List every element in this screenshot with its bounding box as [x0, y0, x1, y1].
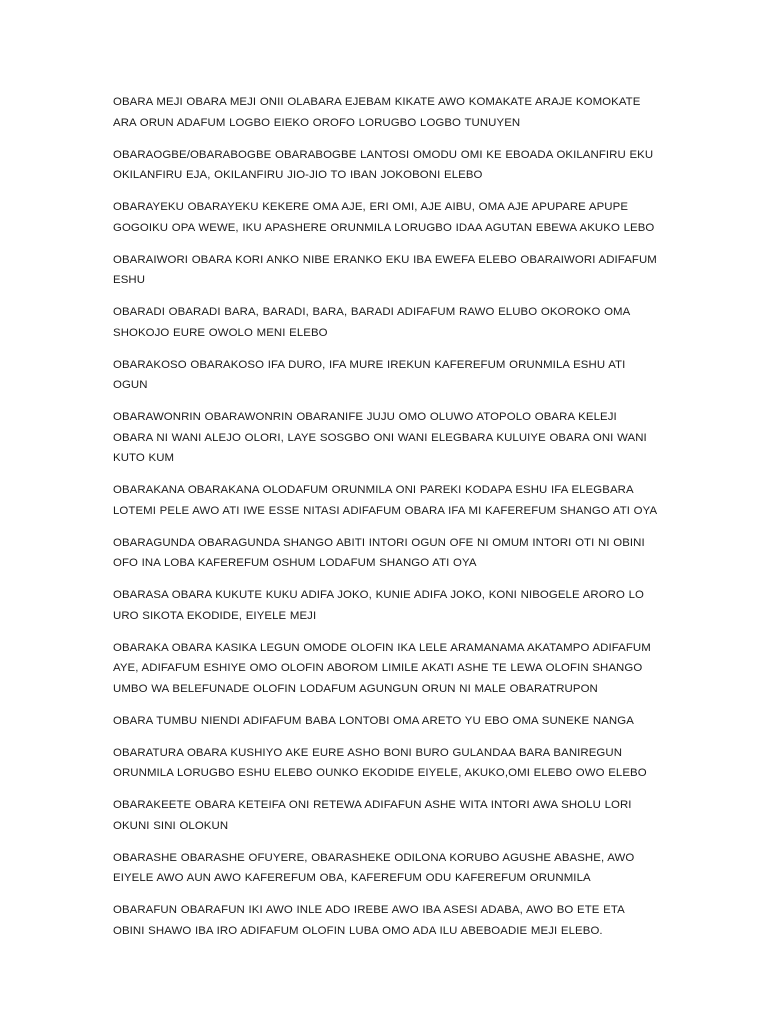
paragraph-obaraiwori: OBARAIWORI OBARA KORI ANKO NIBE ERANKO EKU IBA EWEFA ELEBO OBARAIWORI ADIFAFUM ESHU — [113, 253, 657, 286]
paragraph-obarakeete: OBARAKEETE OBARA KETEIFA ONI RETEWA ADIFAFUN ASHE WITA INTORI AWA SHOLU LORI OKUNI SINI OLOKUN — [113, 799, 632, 832]
paragraph-obarakana: OBARAKANA OBARAKANA OLODAFUM ORUNMILA ONI PAREKI KODAPA ESHU IFA ELEGBARA LOTEMI PELE AWO ATI IWE ESSE NITASI ADIFAFUM OBARA IFA MI KAFEREFUM SHANGO ATI OYA — [113, 484, 658, 517]
paragraph-obarayeku: OBARAYEKU OBARAYEKU KEKERE OMA AJE, ERI OMI, AJE AIBU, OMA AJE APUPARE APUPE GOGOIKU OPA WEWE, IKU APASHERE ORUNMILA LORUGBO IDAA AGUTAN EBEWA AKUKO LEBO — [113, 201, 655, 234]
paragraph-obaragunda: OBARAGUNDA OBARAGUNDA SHANGO ABITI INTORI OGUN OFE NI OMUM INTORI OTI NI OBINI OFO INA LOBA KAFEREFUM OSHUM LODAFUM SHANGO ATI OYA — [113, 536, 645, 569]
paragraph-obaradi: OBARADI OBARADI BARA, BARADI, BARA, BARADI ADIFAFUM RAWO ELUBO OKOROKO OMA SHOKOJO EURE OWOLO MENI ELEBO — [113, 306, 630, 339]
paragraph-obarakoso: OBARAKOSO OBARAKOSO IFA DURO, IFA MURE IREKUN KAFEREFUM ORUNMILA ESHU ATI OGUN — [113, 358, 626, 391]
paragraph-obarawonrin: OBARAWONRIN OBARAWONRIN OBARANIFE JUJU OMO OLUWO ATOPOLO OBARA KELEJI OBARA NI WANI ALEJO OLORI, LAYE SOSGBO ONI WANI ELEGBARA KULUIYE OBARA ONI WANI KUTO KUM — [113, 411, 647, 464]
paragraph-obaraogbe: OBARAOGBE/OBARABOGBE OBARABOGBE LANTOSI OMODU OMI KE EBOADA OKILANFIRU EKU OKILANFIRU EJA, OKILANFIRU JIO-JIO TO IBAN JOKOBONI ELEBO — [113, 148, 654, 181]
paragraph-obarashe: OBARASHE OBARASHE OFUYERE, OBARASHEKE ODILONA KORUBO AGUSHE ABASHE, AWO EIYELE AWO AUN AWO KAFEREFUM OBA, KAFEREFUM ODU KAFEREFUM ORUNMILA — [113, 851, 635, 884]
paragraph-obara-tumbu: OBARA TUMBU NIENDI ADIFAFUM BABA LONTOBI OMA ARETO YU EBO OMA SUNEKE NANGA — [113, 714, 634, 727]
document-body — [113, 92, 658, 953]
paragraph-obarafun: OBARAFUN OBARAFUN IKI AWO INLE ADO IREBE AWO IBA ASESI ADABA, AWO BO ETE ETA OBINI SHAWO IBA IRO ADIFAFUM OLOFIN LUBA OMO ADA ILU ABEBOADIE MEJI ELEBO. — [113, 904, 625, 937]
paragraph-obara-meji: OBARA MEJI OBARA MEJI ONII OLABARA EJEBAM KIKATE AWO KOMAKATE ARAJE KOMOKATE ARA ORUN ADAFUM LOGBO EIEKO OROFO LORUGBO LOGBO TUNUYEN — [113, 96, 641, 129]
paragraph-obaraka: OBARAKA OBARA KASIKA LEGUN OMODE OLOFIN IKA LELE ARAMANAMA AKATAMPO ADIFAFUM AYE, ADIFAFUM ESHIYE OMO OLOFIN ABOROM LIMILE AKATI ASHE TE LEWA OLOFIN SHANGO UMBO WA BELEFUNADE OLOFIN LODAFUM AGUNGUN ORUN NI MALE OBARATRUPON — [113, 641, 651, 695]
paragraph-obarasa: OBARASA OBARA KUKUTE KUKU ADIFA JOKO, KUNIE ADIFA JOKO, KONI NIBOGELE ARORO LO URO SIKOTA EKODIDE, EIYELE MEJI — [113, 589, 645, 622]
paragraph-obaratura: OBARATURA OBARA KUSHIYO AKE EURE ASHO BONI BURO GULANDAA BARA BANIREGUN ORUNMILA LORUGBO ESHU ELEBO OUNKO EKODIDE EIYELE, AKUKO,OMI ELEBO OWO ELEBO — [113, 746, 647, 779]
